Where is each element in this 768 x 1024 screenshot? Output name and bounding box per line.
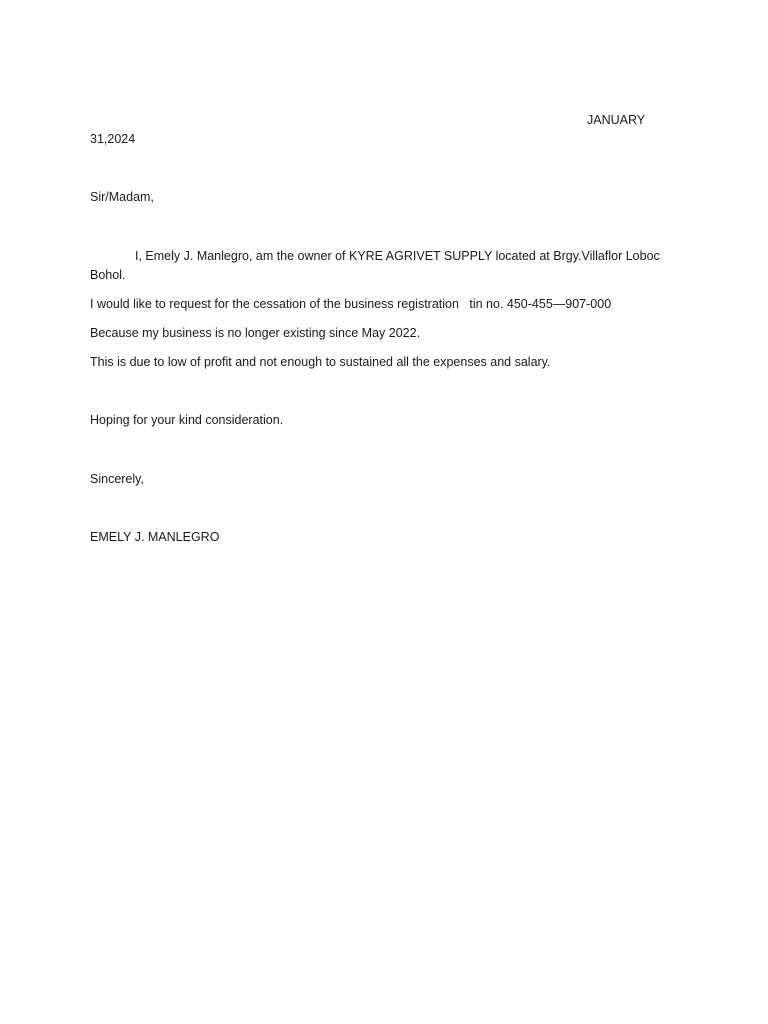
- letter-date-day: 31,2024: [90, 132, 136, 146]
- letter-salutation: Sir/Madam,: [90, 190, 154, 204]
- letter-date-month: JANUARY: [587, 113, 646, 127]
- letter-paragraph-1-line-2: Bohol.: [90, 268, 126, 282]
- letter-paragraph-2: I would like to request for the cessation of the business registration tin no. 450-455—907-000: [90, 297, 612, 311]
- letter-paragraph-4: This is due to low of profit and not enough to sustained all the expenses and salary.: [90, 355, 551, 369]
- letter-sign-off: Sincerely,: [90, 472, 144, 486]
- letter-paragraph-3: Because my business is no longer existing since May 2022.: [90, 326, 421, 340]
- letter-paragraph-1-line-1: I, Emely J. Manlegro, am the owner of KYRE AGRIVET SUPPLY located at Brgy.Villaflor Loboc: [135, 249, 660, 263]
- letter-signature-name: EMELY J. MANLEGRO: [90, 530, 220, 544]
- letter-closing-hope: Hoping for your kind consideration.: [90, 413, 284, 427]
